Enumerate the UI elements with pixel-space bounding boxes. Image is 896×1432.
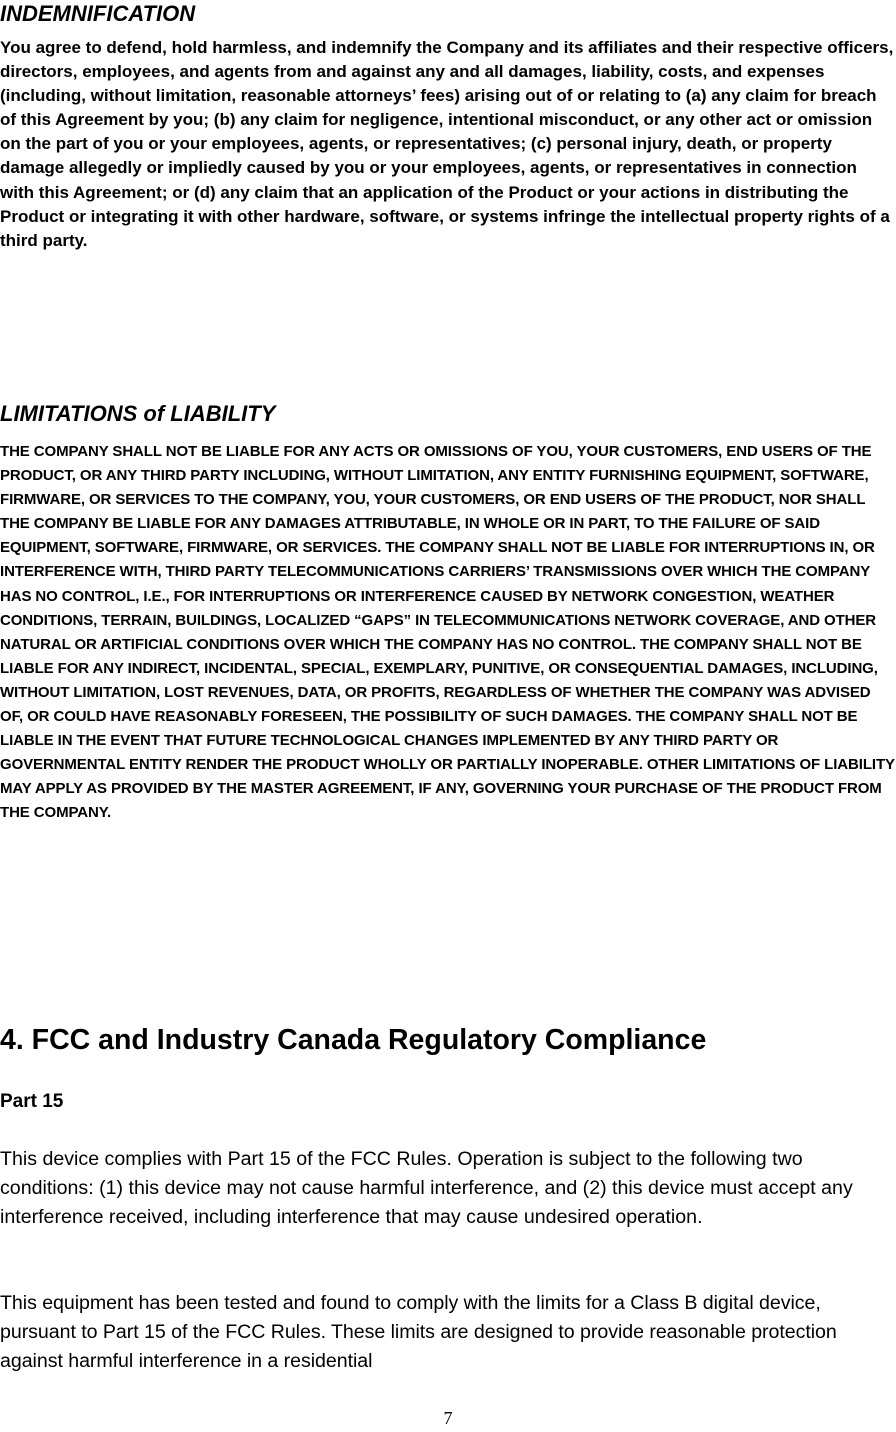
indemnification-heading: INDEMNIFICATION	[0, 1, 196, 26]
limitations-paragraph: THE COMPANY SHALL NOT BE LIABLE FOR ANY ACTS OR OMISSIONS OF YOU, YOUR CUSTOMERS, END USERS OF THE PRODUCT, OR ANY THIRD PARTY INCLUDING, WITHOUT LIMITATION, ANY ENTITY FURNISHING EQUIPMENT, SOFTWARE, FIRMWARE, OR SERVICES TO THE COMPANY, YOU, YOUR CUSTOMERS, OR END USERS OF THE PRODUCT, NOR SHALL THE COMPANY BE LIABLE FOR ANY DAMAGES ATTRIBUTABLE, IN WHOLE OR IN PART, TO THE FAILURE OF SAID EQUIPMENT, SOFTWARE, FIRMWARE, OR SERVICES. THE COMPANY SHALL NOT BE LIABLE FOR INTERRUPTIONS IN, OR INTERFERENCE WITH, THIRD PARTY TELECOMMUNICATIONS CARRIERS’ TRANSMISSIONS OVER WHICH THE COMPANY HAS NO CONTROL, I.E., FOR INTERRUPTIONS OR INTERFERENCE CAUSED BY NETWORK CONGESTION, WEATHER CONDITIONS, TERRAIN, BUILDINGS, LOCALIZED “GAPS” IN TELECOMMUNICATIONS NETWORK COVERAGE, AND OTHER NATURAL OR ARTIFICIAL CONDITIONS OVER WHICH THE COMPANY HAS NO CONTROL. THE COMPANY SHALL NOT BE LIABLE FOR ANY INDIRECT, INCIDENTAL, SPECIAL, EXEMPLARY, PUNITIVE, OR CONSEQUENTIAL DAMAGES, INCLUDING, WITHOUT LIMITATION, LOST REVENUES, DATA, OR PROFITS, REGARDLESS OF WHETHER THE COMPANY WAS ADVISED OF, OR COULD HAVE REASONABLY FORESEEN, THE POSSIBILITY OF SUCH DAMAGES. THE COMPANY SHALL NOT BE LIABLE IN THE EVENT THAT FUTURE TECHNOLOGICAL CHANGES IMPLEMENTED BY ANY THIRD PARTY OR GOVERNMENTAL ENTITY RENDER THE PRODUCT WHOLLY OR PARTIALLY INOPERABLE. OTHER LIMITATIONS OF LIABILITY MAY APPLY AS PROVIDED BY THE MASTER AGREEMENT, IF ANY, GOVERNING YOUR PURCHASE OF THE PRODUCT FROM THE COMPANY.	[0, 443, 895, 822]
part-15-subheading: Part 15	[0, 1091, 64, 1112]
class-b-limits-paragraph: This equipment has been tested and found to comply with the limits for a Class B digital device, pursuant to Part 15 of the FCC Rules. These limits are designed to provide reasonable protection against harmful interference in a residential	[0, 1292, 837, 1372]
limitations-heading: LIMITATIONS of LIABILITY	[0, 401, 276, 426]
section-heading-fcc-compliance: 4. FCC and Industry Canada Regulatory Compliance	[0, 1024, 707, 1056]
page-number: 7	[443, 1408, 453, 1428]
indemnification-paragraph: You agree to defend, hold harmless, and indemnify the Company and its affiliates and their respective officers, directors, employees, and agents from and against any and all damages, liability, costs, and expenses (including, without limitation, reasonable attorneys’ fees) arising out of or relating to (a) any claim for breach of this Agreement by you; (b) any claim for negligence, intentional misconduct, or any other act or omission on the part of you or your employees, agents, or representatives; (c) personal injury, death, or property damage allegedly or impliedly caused by you or your employees, agents, or representatives in connection with this Agreement; or (d) any claim that an application of the Product or your actions in distributing the Product or integrating it with other hardware, software, or systems infringe the intellectual property rights of a third party.	[0, 38, 894, 250]
part-15-compliance-paragraph: This device complies with Part 15 of the FCC Rules. Operation is subject to the following two conditions: (1) this device may not cause harmful interference, and (2) this device must accept any interference received, including interference that may cause undesired operation.	[0, 1148, 853, 1228]
